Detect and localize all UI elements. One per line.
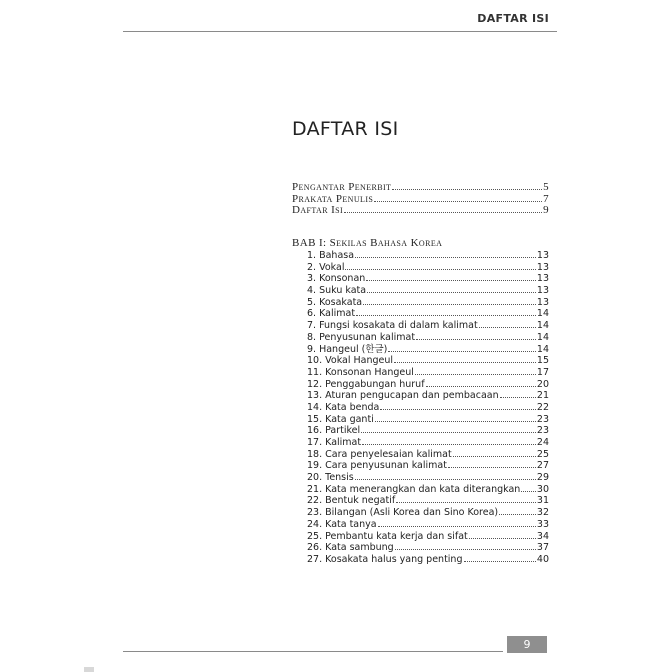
toc-entry-label: 15. Kata ganti [307,413,374,425]
toc-entry-label: 20. Tensis [307,472,354,484]
toc-entry-page: 15 [536,355,549,367]
toc-entry[interactable] [292,542,549,554]
dot-leader [388,350,536,352]
toc-entry-page: 34 [536,530,549,542]
toc-entry-label: 21. Kata menerangkan dan kata diterangkan [307,483,521,495]
toc-entry-page: 32 [536,507,549,519]
toc-entry[interactable] [292,285,549,297]
toc-entry-label: 26. Kata sambung [307,542,394,554]
toc-entry-label: Daftar Isi [292,204,344,217]
toc-entry[interactable] [292,495,549,507]
toc-entry-label: 8. Penyusunan kalimat [307,331,416,343]
toc-entry-label: 18. Cara penyelesaian kalimat [307,448,452,460]
toc-entry-page: 24 [536,437,549,448]
toc-entry-page: 25 [536,448,549,460]
dot-leader [448,466,536,468]
toc-entry-page: 40 [536,553,549,565]
dot-leader [453,455,536,457]
toc-entry-label: 6. Kalimat [307,308,356,320]
toc-entry-label: 23. Bilangan (Asli Korea dan Sino Korea) [307,507,499,519]
dot-leader [464,560,536,562]
dot-leader [396,501,536,503]
toc-entry-label: 7. Fungsi kosakata di dalam kalimat [307,320,478,332]
toc-entry-label: 14. Kata benda [307,401,380,413]
toc-entry-page: 13 [536,250,549,261]
toc-entry-label: 12. Penggabungan huruf [307,378,425,390]
toc-entry-page: 27 [536,460,549,472]
toc-entry-label: 4. Suku kata [307,285,367,297]
toc-entry[interactable] [292,484,549,496]
dot-leader [345,268,535,270]
toc-entry-page: 14 [536,343,549,355]
toc-entry[interactable] [292,390,549,402]
toc-entry[interactable] [292,472,549,484]
dot-leader [415,373,536,375]
toc-entry-page: 22 [536,401,549,413]
dot-leader [499,513,536,515]
toc-entry-page: 20 [536,378,549,390]
toc-entry-label: 10. Vokal Hangeul [307,355,394,367]
toc-entry-label: 3. Konsonan [307,273,366,285]
front-matter-list [292,182,549,217]
page-title: DAFTAR ISI [292,118,399,140]
toc-entry[interactable] [292,355,549,367]
toc-entry-label: 24. Kata tanya [307,518,377,530]
toc-entry[interactable] [292,367,549,379]
toc-entry[interactable] [292,297,549,309]
toc-entry[interactable] [292,449,549,461]
toc-entry[interactable] [292,308,549,320]
toc-entry-label: 16. Partikel [307,425,361,437]
toc-entry[interactable] [292,402,549,414]
toc-entry[interactable] [292,507,549,519]
dot-leader [363,303,536,305]
toc-entry[interactable] [292,320,549,332]
toc-entry-label: Pengantar Penerbit [292,181,392,193]
toc-entry-page: 13 [536,261,549,273]
toc-entry-page: 21 [536,390,549,402]
toc-entry[interactable] [292,332,549,344]
toc-entry-label: 25. Pembantu kata kerja dan sifat [307,530,468,542]
toc-entry[interactable] [292,519,549,531]
dot-leader [355,256,536,258]
toc-entry-page: 29 [536,472,549,484]
toc-entry[interactable] [292,344,549,356]
dot-leader [367,291,536,293]
toc-entry-label: 19. Cara penyusunan kalimat [307,460,447,472]
dot-leader [355,478,536,480]
toc-entry-page: 31 [536,495,549,507]
chapter-heading[interactable]: BAB I: Sekilas Bahasa Korea [292,237,443,249]
chapter-section [292,236,549,566]
toc-entry-label: 17. Kalimat [307,437,362,448]
toc-entry-page: 23 [536,425,549,437]
running-header: DAFTAR ISI [477,12,549,25]
chapter-item-list [292,250,549,566]
toc-entry-page: 9 [543,204,549,217]
toc-entry[interactable] [292,554,549,566]
toc-entry-page: 33 [536,518,549,530]
dot-leader [469,537,536,539]
toc-entry-label: 22. Bentuk negatif [307,495,396,507]
toc-entry[interactable] [292,205,549,217]
toc-entry[interactable] [292,273,549,285]
dot-leader [500,396,536,398]
toc-entry-label: 11. Konsonan Hangeul [307,366,414,378]
dot-leader [344,211,542,213]
toc-entry[interactable] [292,425,549,437]
toc-entry-label: 5. Kosakata [307,296,363,308]
toc-entry-page: 14 [536,308,549,320]
toc-entry-label: Prakata Penulis [292,192,374,205]
dot-leader [366,279,536,281]
toc-entry-page: 14 [536,320,549,332]
toc-entry-page: 13 [536,273,549,285]
toc-entry-page: 30 [536,483,549,495]
dot-leader [521,490,536,492]
dot-leader [356,314,536,316]
corner-mark [84,667,94,672]
toc-entry[interactable] [292,460,549,472]
footer-rule [123,651,503,652]
toc-entry-page: 17 [536,366,549,378]
toc-entry-page: 37 [536,542,549,554]
toc-entry[interactable] [292,437,549,449]
dot-leader [392,188,542,190]
toc-entry-page: 13 [536,285,549,297]
toc-entry[interactable] [292,531,549,543]
toc-entry-label: 1. Bahasa [307,250,355,261]
toc-entry[interactable] [292,414,549,426]
toc-entry-page: 23 [536,413,549,425]
toc-entry[interactable] [292,379,549,391]
toc-entry-page: 14 [536,331,549,343]
dot-leader [426,385,536,387]
dot-leader [479,326,536,328]
dot-leader [362,443,536,445]
dot-leader [380,408,536,410]
page-number: 9 [507,636,547,653]
toc-entry-page: 7 [543,192,549,205]
toc-entry-page: 13 [536,296,549,308]
toc-entry[interactable] [292,262,549,274]
header-rule [123,31,557,32]
toc-entry-page: 5 [543,181,549,193]
dot-leader [416,338,536,340]
dot-leader [374,200,542,202]
dot-leader [378,525,536,527]
dot-leader [395,548,536,550]
dot-leader [394,361,536,363]
toc-entry-label: 2. Vokal [307,261,345,273]
toc-entry[interactable] [292,182,549,194]
toc-entry-label: 13. Aturan pengucapan dan pembacaan [307,390,499,402]
dot-leader [361,431,536,433]
toc-entry-label: 9. Hangeul (한글) [307,343,388,355]
toc-entry-label: 27. Kosakata halus yang penting [307,553,463,565]
toc-entry[interactable] [292,250,549,262]
dot-leader [375,420,536,422]
